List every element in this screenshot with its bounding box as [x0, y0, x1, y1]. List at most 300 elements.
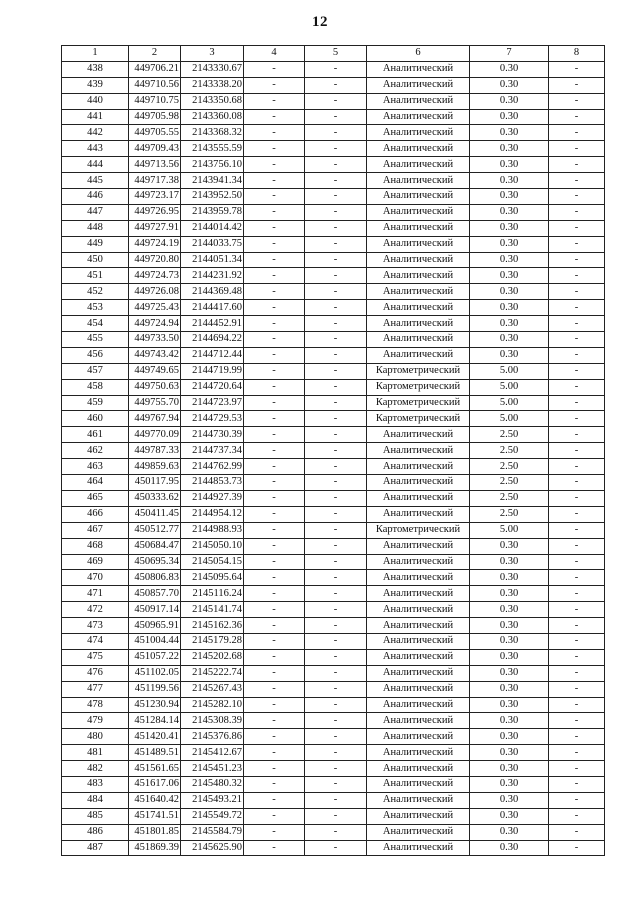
method-cell: Аналитический [367, 347, 470, 363]
table-row [62, 189, 605, 205]
y-coordinate-cell: 2143360.08 [181, 109, 244, 125]
point-number-cell: 453 [62, 300, 129, 316]
column-4-cell: - [244, 618, 305, 634]
y-coordinate-cell: 2145162.36 [181, 618, 244, 634]
accuracy-cell: 0.30 [470, 93, 549, 109]
x-coordinate-cell: 449717.38 [129, 173, 181, 189]
x-coordinate-cell: 449724.19 [129, 236, 181, 252]
y-coordinate-cell: 2143368.32 [181, 125, 244, 141]
method-cell: Аналитический [367, 713, 470, 729]
accuracy-cell: 0.30 [470, 173, 549, 189]
x-coordinate-cell: 451057.22 [129, 649, 181, 665]
column-4-cell: - [244, 157, 305, 173]
column-4-cell: - [244, 776, 305, 792]
y-coordinate-cell: 2143756.10 [181, 157, 244, 173]
accuracy-cell: 0.30 [470, 602, 549, 618]
x-coordinate-cell: 449713.56 [129, 157, 181, 173]
accuracy-cell: 0.30 [470, 792, 549, 808]
column-5-cell: - [305, 332, 367, 348]
x-coordinate-cell: 451199.56 [129, 681, 181, 697]
point-number-cell: 482 [62, 761, 129, 777]
column-4-cell: - [244, 570, 305, 586]
accuracy-cell: 0.30 [470, 665, 549, 681]
column-5-cell: - [305, 125, 367, 141]
point-number-cell: 455 [62, 332, 129, 348]
x-coordinate-cell: 451102.05 [129, 665, 181, 681]
table-row [62, 316, 605, 332]
table-row [62, 649, 605, 665]
y-coordinate-cell: 2143338.20 [181, 77, 244, 93]
column-5-cell: - [305, 697, 367, 713]
table-row [62, 379, 605, 395]
column-8-cell: - [549, 808, 605, 824]
x-coordinate-cell: 449720.80 [129, 252, 181, 268]
accuracy-cell: 0.30 [470, 697, 549, 713]
y-coordinate-cell: 2145493.21 [181, 792, 244, 808]
column-4-cell: - [244, 300, 305, 316]
x-coordinate-cell: 450857.70 [129, 586, 181, 602]
y-coordinate-cell: 2144051.34 [181, 252, 244, 268]
accuracy-cell: 0.30 [470, 300, 549, 316]
column-4-cell: - [244, 316, 305, 332]
x-coordinate-cell: 450512.77 [129, 522, 181, 538]
column-8-cell: - [549, 220, 605, 236]
x-coordinate-cell: 451617.06 [129, 776, 181, 792]
y-coordinate-cell: 2144927.39 [181, 490, 244, 506]
column-5-cell: - [305, 522, 367, 538]
column-5-cell: - [305, 602, 367, 618]
y-coordinate-cell: 2143941.34 [181, 173, 244, 189]
column-8-cell: - [549, 300, 605, 316]
column-4-cell: - [244, 475, 305, 491]
accuracy-cell: 0.30 [470, 61, 549, 77]
x-coordinate-cell: 451420.41 [129, 729, 181, 745]
column-5-cell: - [305, 427, 367, 443]
method-cell: Аналитический [367, 840, 470, 856]
method-cell: Аналитический [367, 189, 470, 205]
column-5-cell: - [305, 490, 367, 506]
point-number-cell: 472 [62, 602, 129, 618]
column-4-cell: - [244, 173, 305, 189]
column-4-cell: - [244, 729, 305, 745]
accuracy-cell: 0.30 [470, 189, 549, 205]
table-row [62, 490, 605, 506]
column-8-cell: - [549, 729, 605, 745]
accuracy-cell: 0.30 [470, 332, 549, 348]
accuracy-cell: 0.30 [470, 141, 549, 157]
table-row [62, 633, 605, 649]
accuracy-cell: 0.30 [470, 538, 549, 554]
column-5-cell: - [305, 792, 367, 808]
method-cell: Аналитический [367, 761, 470, 777]
column-4-cell: - [244, 808, 305, 824]
column-5-cell: - [305, 538, 367, 554]
point-number-cell: 468 [62, 538, 129, 554]
x-coordinate-cell: 451230.94 [129, 697, 181, 713]
column-5-cell: - [305, 109, 367, 125]
column-8-cell: - [549, 840, 605, 856]
column-8-cell: - [549, 61, 605, 77]
point-number-cell: 476 [62, 665, 129, 681]
column-5-cell: - [305, 633, 367, 649]
table-row [62, 268, 605, 284]
table-row [62, 220, 605, 236]
y-coordinate-cell: 2143350.68 [181, 93, 244, 109]
method-cell: Аналитический [367, 824, 470, 840]
table-row [62, 729, 605, 745]
column-8-cell: - [549, 697, 605, 713]
table-row [62, 125, 605, 141]
column-5-cell: - [305, 395, 367, 411]
table-row [62, 427, 605, 443]
table-row [62, 538, 605, 554]
point-number-cell: 479 [62, 713, 129, 729]
column-4-cell: - [244, 443, 305, 459]
column-4-cell: - [244, 459, 305, 475]
accuracy-cell: 0.30 [470, 776, 549, 792]
column-4-cell: - [244, 379, 305, 395]
column-5-cell: - [305, 808, 367, 824]
table-row [62, 411, 605, 427]
point-number-cell: 473 [62, 618, 129, 634]
column-5-cell: - [305, 379, 367, 395]
column-4-cell: - [244, 77, 305, 93]
accuracy-cell: 0.30 [470, 824, 549, 840]
column-5-cell: - [305, 459, 367, 475]
column-5-cell: - [305, 824, 367, 840]
x-coordinate-cell: 449709.43 [129, 141, 181, 157]
method-cell: Аналитический [367, 538, 470, 554]
accuracy-cell: 0.30 [470, 713, 549, 729]
column-4-cell: - [244, 745, 305, 761]
accuracy-cell: 2.50 [470, 490, 549, 506]
column-4-cell: - [244, 554, 305, 570]
x-coordinate-cell: 449726.95 [129, 204, 181, 220]
column-5-cell: - [305, 347, 367, 363]
accuracy-cell: 0.30 [470, 729, 549, 745]
column-8-cell: - [549, 665, 605, 681]
table-row [62, 141, 605, 157]
y-coordinate-cell: 2144720.64 [181, 379, 244, 395]
column-8-cell: - [549, 189, 605, 205]
column-4-cell: - [244, 506, 305, 522]
accuracy-cell: 0.30 [470, 268, 549, 284]
x-coordinate-cell: 449723.17 [129, 189, 181, 205]
table-row [62, 570, 605, 586]
column-4-cell: - [244, 586, 305, 602]
accuracy-cell: 0.30 [470, 840, 549, 856]
point-number-cell: 485 [62, 808, 129, 824]
column-5-cell: - [305, 77, 367, 93]
column-8-cell: - [549, 316, 605, 332]
point-number-cell: 483 [62, 776, 129, 792]
column-4-cell: - [244, 490, 305, 506]
method-cell: Аналитический [367, 220, 470, 236]
method-cell: Аналитический [367, 443, 470, 459]
point-number-cell: 463 [62, 459, 129, 475]
column-8-cell: - [549, 93, 605, 109]
coordinates-table [61, 45, 605, 856]
column-8-cell: - [549, 173, 605, 189]
column-5-cell: - [305, 618, 367, 634]
method-cell: Аналитический [367, 475, 470, 491]
x-coordinate-cell: 449710.75 [129, 93, 181, 109]
column-8-cell: - [549, 157, 605, 173]
column-8-cell: - [549, 538, 605, 554]
x-coordinate-cell: 451801.85 [129, 824, 181, 840]
column-5-cell: - [305, 776, 367, 792]
column-5-cell: - [305, 220, 367, 236]
y-coordinate-cell: 2145308.39 [181, 713, 244, 729]
y-coordinate-cell: 2144014.42 [181, 220, 244, 236]
method-cell: Аналитический [367, 77, 470, 93]
y-coordinate-cell: 2143330.67 [181, 61, 244, 77]
column-header-2: 2 [129, 46, 181, 62]
column-8-cell: - [549, 443, 605, 459]
point-number-cell: 442 [62, 125, 129, 141]
column-header-6: 6 [367, 46, 470, 62]
y-coordinate-cell: 2145625.90 [181, 840, 244, 856]
column-4-cell: - [244, 427, 305, 443]
x-coordinate-cell: 450684.47 [129, 538, 181, 554]
point-number-cell: 475 [62, 649, 129, 665]
column-5-cell: - [305, 363, 367, 379]
x-coordinate-cell: 449743.42 [129, 347, 181, 363]
column-4-cell: - [244, 792, 305, 808]
column-4-cell: - [244, 363, 305, 379]
point-number-cell: 478 [62, 697, 129, 713]
y-coordinate-cell: 2145202.68 [181, 649, 244, 665]
column-8-cell: - [549, 109, 605, 125]
y-coordinate-cell: 2144762.99 [181, 459, 244, 475]
point-number-cell: 447 [62, 204, 129, 220]
x-coordinate-cell: 450333.62 [129, 490, 181, 506]
table-row [62, 665, 605, 681]
accuracy-cell: 0.30 [470, 554, 549, 570]
column-5-cell: - [305, 649, 367, 665]
table-row [62, 554, 605, 570]
accuracy-cell: 0.30 [470, 745, 549, 761]
method-cell: Картометрический [367, 379, 470, 395]
column-4-cell: - [244, 824, 305, 840]
accuracy-cell: 2.50 [470, 443, 549, 459]
method-cell: Аналитический [367, 490, 470, 506]
y-coordinate-cell: 2145179.28 [181, 633, 244, 649]
column-4-cell: - [244, 347, 305, 363]
x-coordinate-cell: 449726.08 [129, 284, 181, 300]
column-5-cell: - [305, 141, 367, 157]
column-4-cell: - [244, 665, 305, 681]
x-coordinate-cell: 449755.70 [129, 395, 181, 411]
x-coordinate-cell: 451004.44 [129, 633, 181, 649]
x-coordinate-cell: 449724.94 [129, 316, 181, 332]
point-number-cell: 462 [62, 443, 129, 459]
y-coordinate-cell: 2145141.74 [181, 602, 244, 618]
y-coordinate-cell: 2145376.86 [181, 729, 244, 745]
accuracy-cell: 0.30 [470, 761, 549, 777]
column-5-cell: - [305, 93, 367, 109]
table-row [62, 713, 605, 729]
accuracy-cell: 0.30 [470, 316, 549, 332]
y-coordinate-cell: 2143959.78 [181, 204, 244, 220]
x-coordinate-cell: 450806.83 [129, 570, 181, 586]
x-coordinate-cell: 449787.33 [129, 443, 181, 459]
method-cell: Аналитический [367, 268, 470, 284]
column-8-cell: - [549, 141, 605, 157]
x-coordinate-cell: 450117.95 [129, 475, 181, 491]
accuracy-cell: 2.50 [470, 459, 549, 475]
column-4-cell: - [244, 538, 305, 554]
column-4-cell: - [244, 411, 305, 427]
y-coordinate-cell: 2145451.23 [181, 761, 244, 777]
accuracy-cell: 2.50 [470, 427, 549, 443]
column-8-cell: - [549, 602, 605, 618]
point-number-cell: 471 [62, 586, 129, 602]
point-number-cell: 460 [62, 411, 129, 427]
column-8-cell: - [549, 681, 605, 697]
column-4-cell: - [244, 602, 305, 618]
column-5-cell: - [305, 840, 367, 856]
column-8-cell: - [549, 792, 605, 808]
column-8-cell: - [549, 633, 605, 649]
column-5-cell: - [305, 745, 367, 761]
column-4-cell: - [244, 649, 305, 665]
column-4-cell: - [244, 220, 305, 236]
table-row [62, 459, 605, 475]
x-coordinate-cell: 451741.51 [129, 808, 181, 824]
accuracy-cell: 0.30 [470, 284, 549, 300]
column-8-cell: - [549, 459, 605, 475]
x-coordinate-cell: 449705.98 [129, 109, 181, 125]
page-number: 12 [312, 14, 328, 30]
column-5-cell: - [305, 316, 367, 332]
method-cell: Аналитический [367, 586, 470, 602]
column-4-cell: - [244, 141, 305, 157]
point-number-cell: 452 [62, 284, 129, 300]
column-8-cell: - [549, 427, 605, 443]
x-coordinate-cell: 451561.65 [129, 761, 181, 777]
method-cell: Аналитический [367, 93, 470, 109]
table-row [62, 824, 605, 840]
column-header-7: 7 [470, 46, 549, 62]
point-number-cell: 449 [62, 236, 129, 252]
column-5-cell: - [305, 570, 367, 586]
column-4-cell: - [244, 633, 305, 649]
column-4-cell: - [244, 681, 305, 697]
y-coordinate-cell: 2144452.91 [181, 316, 244, 332]
y-coordinate-cell: 2144231.92 [181, 268, 244, 284]
method-cell: Аналитический [367, 745, 470, 761]
x-coordinate-cell: 450917.14 [129, 602, 181, 618]
point-number-cell: 441 [62, 109, 129, 125]
column-8-cell: - [549, 411, 605, 427]
point-number-cell: 448 [62, 220, 129, 236]
table-row [62, 681, 605, 697]
method-cell: Аналитический [367, 729, 470, 745]
x-coordinate-cell: 449705.55 [129, 125, 181, 141]
column-8-cell: - [549, 284, 605, 300]
method-cell: Аналитический [367, 61, 470, 77]
table-row [62, 618, 605, 634]
x-coordinate-cell: 449859.63 [129, 459, 181, 475]
table-row [62, 157, 605, 173]
column-4-cell: - [244, 189, 305, 205]
column-4-cell: - [244, 395, 305, 411]
y-coordinate-cell: 2144737.34 [181, 443, 244, 459]
accuracy-cell: 5.00 [470, 395, 549, 411]
method-cell: Аналитический [367, 554, 470, 570]
column-5-cell: - [305, 157, 367, 173]
column-8-cell: - [549, 252, 605, 268]
table-row [62, 93, 605, 109]
method-cell: Аналитический [367, 570, 470, 586]
point-number-cell: 451 [62, 268, 129, 284]
y-coordinate-cell: 2145282.10 [181, 697, 244, 713]
table-row [62, 506, 605, 522]
column-4-cell: - [244, 332, 305, 348]
y-coordinate-cell: 2145050.10 [181, 538, 244, 554]
x-coordinate-cell: 449750.63 [129, 379, 181, 395]
column-8-cell: - [549, 475, 605, 491]
table-row [62, 363, 605, 379]
method-cell: Аналитический [367, 316, 470, 332]
table-row [62, 204, 605, 220]
column-8-cell: - [549, 649, 605, 665]
table-row [62, 808, 605, 824]
method-cell: Аналитический [367, 252, 470, 268]
table-row [62, 109, 605, 125]
table-row [62, 697, 605, 713]
x-coordinate-cell: 449710.56 [129, 77, 181, 93]
y-coordinate-cell: 2145267.43 [181, 681, 244, 697]
column-8-cell: - [549, 204, 605, 220]
accuracy-cell: 0.30 [470, 109, 549, 125]
table-row [62, 840, 605, 856]
column-header-4: 4 [244, 46, 305, 62]
point-number-cell: 458 [62, 379, 129, 395]
table-row [62, 443, 605, 459]
column-5-cell: - [305, 204, 367, 220]
column-4-cell: - [244, 61, 305, 77]
column-8-cell: - [549, 347, 605, 363]
x-coordinate-cell: 450965.91 [129, 618, 181, 634]
y-coordinate-cell: 2143555.59 [181, 141, 244, 157]
y-coordinate-cell: 2144853.73 [181, 475, 244, 491]
x-coordinate-cell: 451284.14 [129, 713, 181, 729]
y-coordinate-cell: 2144954.12 [181, 506, 244, 522]
table-row [62, 61, 605, 77]
x-coordinate-cell: 449767.94 [129, 411, 181, 427]
accuracy-cell: 0.30 [470, 347, 549, 363]
column-5-cell: - [305, 189, 367, 205]
point-number-cell: 464 [62, 475, 129, 491]
column-4-cell: - [244, 252, 305, 268]
column-header-3: 3 [181, 46, 244, 62]
table-row [62, 173, 605, 189]
method-cell: Картометрический [367, 395, 470, 411]
method-cell: Аналитический [367, 665, 470, 681]
x-coordinate-cell: 449724.73 [129, 268, 181, 284]
column-8-cell: - [549, 761, 605, 777]
accuracy-cell: 0.30 [470, 586, 549, 602]
table-row [62, 300, 605, 316]
table-body [62, 61, 605, 856]
method-cell: Аналитический [367, 125, 470, 141]
x-coordinate-cell: 449749.65 [129, 363, 181, 379]
method-cell: Картометрический [367, 522, 470, 538]
point-number-cell: 445 [62, 173, 129, 189]
column-5-cell: - [305, 411, 367, 427]
